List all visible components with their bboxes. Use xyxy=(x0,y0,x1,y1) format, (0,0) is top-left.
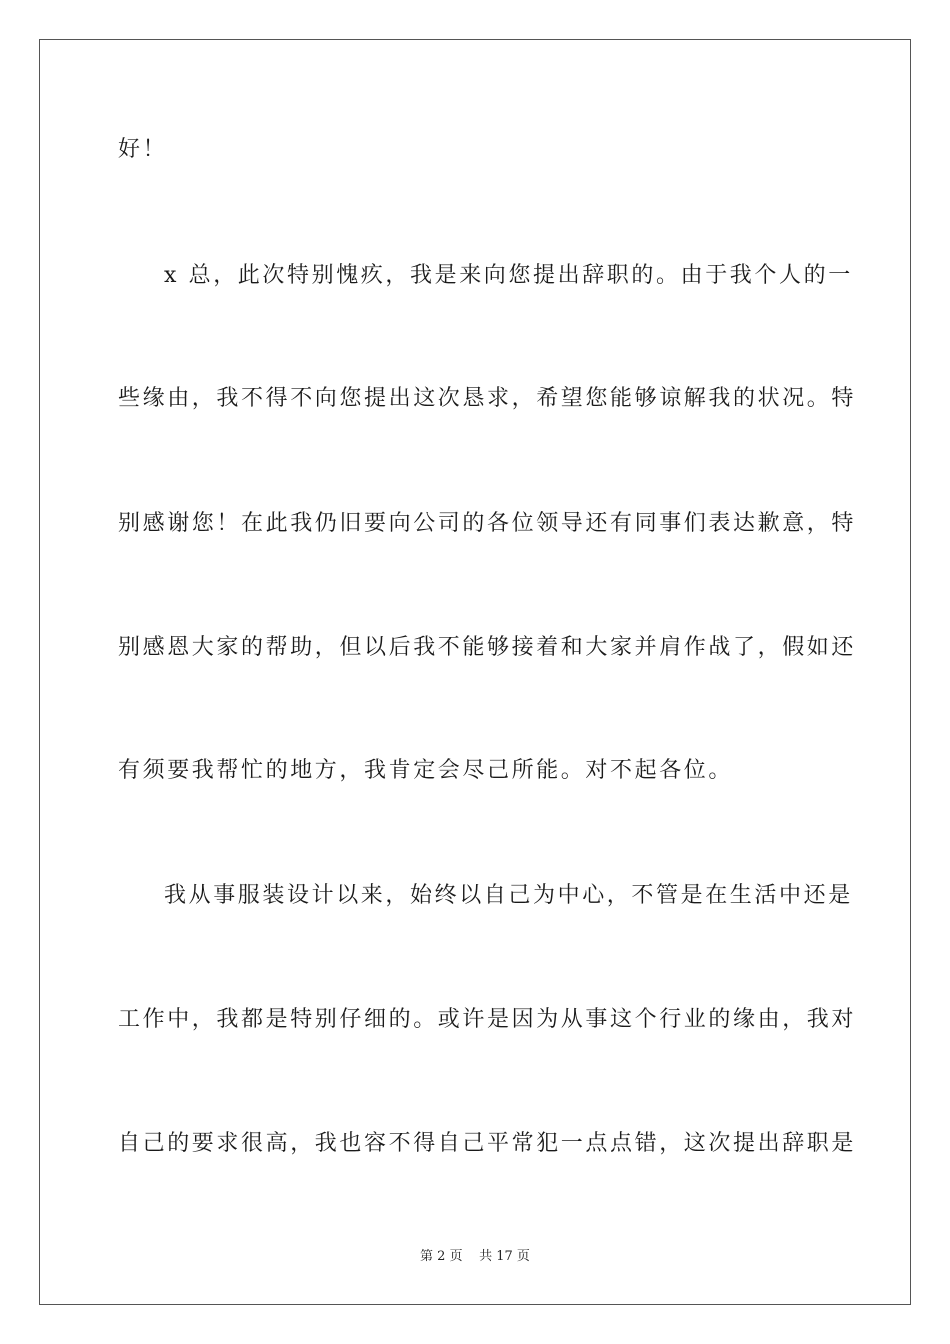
text-line-2: x 总，此次特别愧疚，我是来向您提出辞职的。由于我个人的一 xyxy=(164,263,853,288)
page-border xyxy=(39,39,911,1305)
text-line-4: 别感谢您！在此我仍旧要向公司的各位领导还有同事们表达歉意，特 xyxy=(118,511,857,536)
text-line-7: 我从事服装设计以来，始终以自己为中心，不管是在生活中还是 xyxy=(164,883,853,908)
text-line-1: 好！ xyxy=(118,137,168,162)
text-line-9: 自己的要求很高，我也容不得自己平常犯一点点错，这次提出辞职是 xyxy=(118,1131,857,1156)
text-line-5: 别感恩大家的帮助，但以后我不能够接着和大家并肩作战了，假如还 xyxy=(118,635,857,660)
text-line-8: 工作中，我都是特别仔细的。或许是因为从事这个行业的缘由，我对 xyxy=(118,1007,857,1032)
page-number: 第 2 页 xyxy=(420,1249,463,1264)
text-line-3: 些缘由，我不得不向您提出这次恳求，希望您能够谅解我的状况。特 xyxy=(118,386,857,411)
page-total: 共 17 页 xyxy=(479,1249,530,1264)
page-footer xyxy=(0,1248,950,1266)
text-line-6: 有须要我帮忙的地方，我肯定会尽己所能。对不起各位。 xyxy=(118,758,734,783)
